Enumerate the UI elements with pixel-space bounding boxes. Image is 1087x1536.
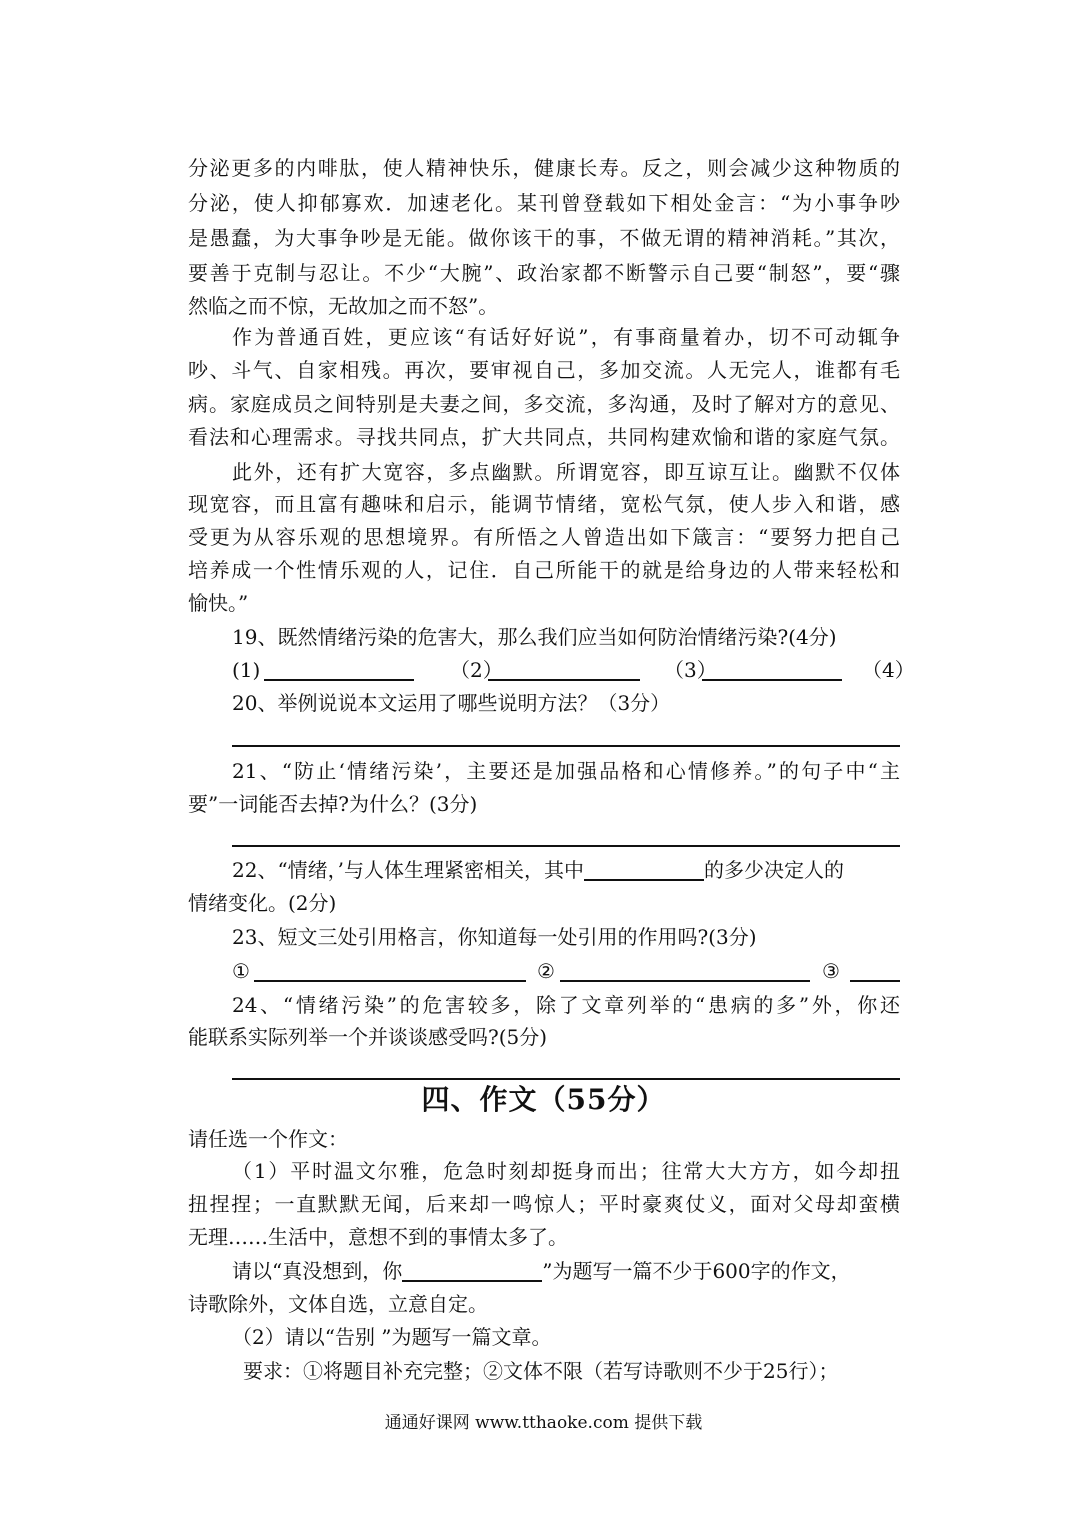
question-21-cont: 要”一词能否去掉?为什么？(3分): [188, 792, 478, 816]
answer-blank-23-1[interactable]: [254, 980, 526, 982]
passage-line: 病。家庭成员之间特别是夫妻之间，多交流，多沟通，及时了解对方的意见、: [188, 392, 900, 416]
question-22-prefix: 22、“情绪，’与人体生理紧密相关，其中: [232, 858, 585, 882]
answer-label: （4）: [862, 658, 915, 682]
passage-line: 现宽容，而且富有趣味和启示，能调节情绪，宽松气氛，使人步入和谐，感: [188, 492, 900, 516]
passage-line: 看法和心理需求。寻找共同点，扩大共同点，共同构建欢愉和谐的家庭气氛。: [188, 425, 900, 449]
passage-line: 然临之而不惊，无故加之而不怒”。: [188, 294, 499, 318]
essay-intro: 请任选一个作文：: [188, 1127, 348, 1151]
passage-line: 是愚蠢，为大事争吵是无能。做你该干的事，不做无谓的精神消耗。”其次，: [188, 226, 900, 250]
passage-line: 分泌，使人抑郁寡欢．加速老化。某刊曾登载如下相处金言：“为小事争吵: [188, 191, 900, 215]
answer-blank-23-2[interactable]: [560, 980, 810, 982]
question-19-answers: [232, 655, 915, 687]
answer-blank-3[interactable]: [702, 679, 842, 681]
passage-line: 吵、斗气、自家相残。再次，要审视自己，多加交流。人无完人，谁都有毛: [188, 358, 900, 382]
question-24-cont: 能联系实际列举一个并谈谈感受吗?(5分): [188, 1025, 548, 1049]
answer-blank-22[interactable]: [584, 857, 704, 881]
answer-line-21[interactable]: [232, 845, 900, 847]
section-heading: 四、作文（55分）: [421, 1083, 666, 1116]
answer-line-20[interactable]: [232, 745, 900, 747]
footer-source: 通通好课网 www.tthaoke.com 提供下载: [384, 1413, 703, 1433]
question-22: [232, 855, 900, 885]
question-23: 23、短文三处引用格言，你知道每一处引用的作用吗?(3分): [232, 925, 757, 949]
question-20: 20、举例说说本文运用了哪些说明方法？（3分）: [232, 691, 671, 715]
passage-line: 作为普通百姓，更应该“有话好好说”，有事商量着办，切不可动辄争: [232, 325, 900, 349]
answer-label: ③: [822, 959, 840, 983]
answer-label: (1): [232, 658, 261, 682]
essay-title-blank[interactable]: [402, 1258, 542, 1282]
passage-line: 培养成一个性情乐观的人，记住．自己所能干的就是给身边的人带来轻松和: [188, 558, 900, 582]
answer-label: ②: [537, 959, 555, 983]
answer-label: （2）: [450, 658, 503, 682]
essay-title-prompt: [232, 1256, 900, 1286]
question-23-answers: [232, 956, 900, 988]
essay-prompt-line: 无理……生活中，意想不到的事情太多了。: [188, 1225, 568, 1249]
passage-line: 愉快。”: [188, 591, 249, 615]
essay-prompt-line: （1）平时温文尔雅，危急时刻却挺身而出；往常大大方方，如今却扭: [232, 1159, 900, 1183]
passage-line: 此外，还有扩大宽容，多点幽默。所谓宽容，即互谅互让。幽默不仅体: [232, 460, 900, 484]
question-24: 24、“情绪污染”的危害较多，除了文章列举的“患病的多”外，你还: [232, 993, 900, 1017]
answer-label: （3）: [664, 658, 717, 682]
answer-blank-2[interactable]: [488, 679, 640, 681]
passage-line: 要善于克制与忍让。不少“大腕”、政治家都不断警示自己要“制怒”，要“骤: [188, 261, 900, 285]
essay-title-prefix: 请以“真没想到，你: [232, 1259, 403, 1283]
answer-label: ①: [232, 959, 250, 983]
passage-line: 受更为从容乐观的思想境界。有所悟之人曾造出如下箴言：“要努力把自己: [188, 525, 900, 549]
question-22-cont: 情绪变化。(2分): [188, 891, 337, 915]
essay-prompt-line: 诗歌除外，文体自选，立意自定。: [188, 1292, 488, 1316]
passage-line: 分泌更多的内啡肽，使人精神快乐，健康长寿。反之，则会减少这种物质的: [188, 156, 900, 180]
question-21: 21、“防止‘情绪污染’，主要还是加强品格和心情修养。”的句子中“主: [232, 759, 900, 783]
question-22-suffix: 的多少决定人的: [704, 858, 845, 882]
answer-blank-1[interactable]: [264, 679, 414, 681]
question-19: 19、既然情绪污染的危害大，那么我们应当如何防治情绪污染?(4分): [232, 625, 837, 649]
essay-option-2: （2）请以“告别 ”为题写一篇文章。: [232, 1325, 552, 1349]
essay-requirements: 要求：①将题目补充完整；②文体不限（若写诗歌则不少于25行）；: [243, 1359, 839, 1383]
answer-blank-23-3[interactable]: [850, 980, 900, 982]
essay-title-suffix: ”为题写一篇不少于600字的作文，: [542, 1259, 851, 1283]
essay-prompt-line: 扭捏捏；一直默默无闻，后来却一鸣惊人；平时豪爽仗义，面对父母却蛮横: [188, 1192, 900, 1216]
